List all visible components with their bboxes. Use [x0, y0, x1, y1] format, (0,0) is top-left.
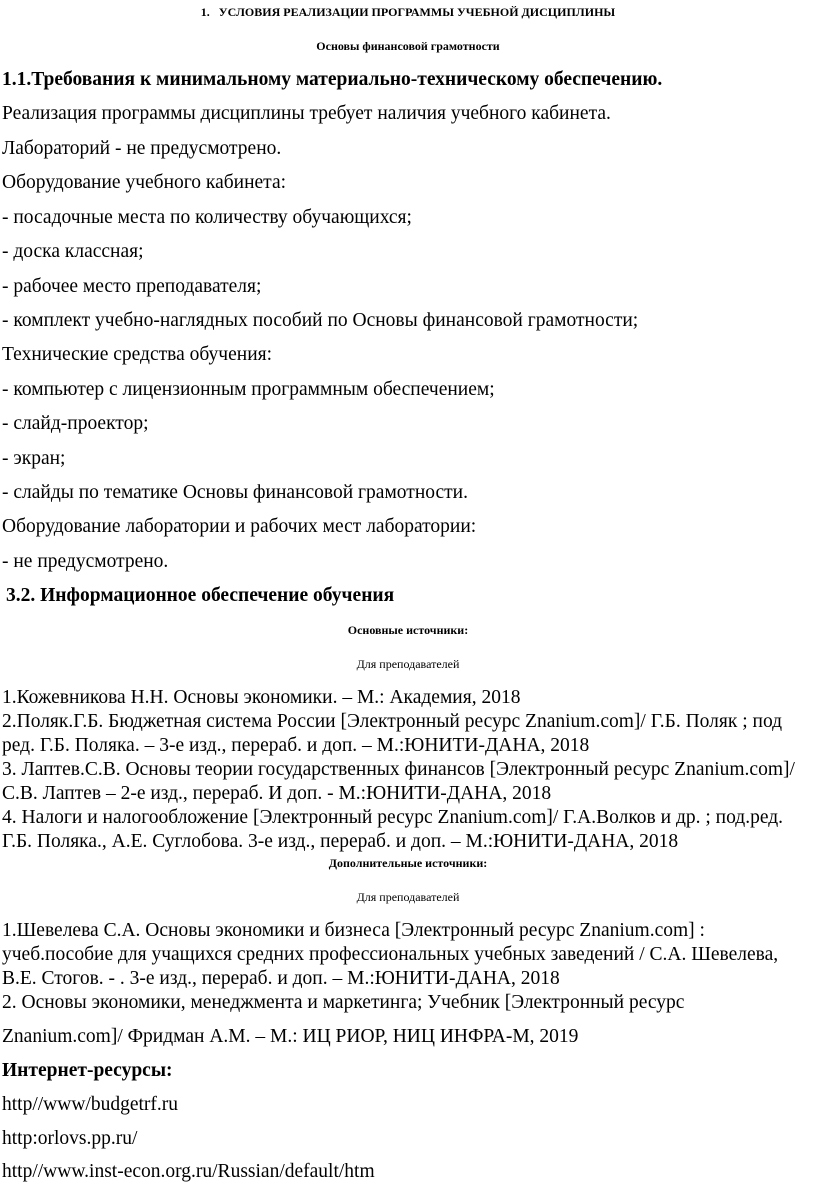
section-1-1-title: 1.1.Требования к минимальному материально-техническому обеспечению.: [2, 69, 663, 90]
list-item: - компьютер с лицензионным программным обеспечением;: [2, 379, 495, 400]
paragraph: Реализация программы дисциплины требует наличия учебного кабинета.: [2, 103, 611, 124]
document-heading: [0, 0, 816, 24]
reference-line: 1.Шевелева С.А. Основы экономики и бизнеса [Электронный ресурс Znanium.com] :: [2, 920, 705, 941]
reference-line: 3. Лаптев.С.В. Основы теории государственных финансов [Электронный ресурс Znanium.com]/: [2, 759, 795, 780]
reference-line: Znanium.com]/ Фридман А.М. – М.: ИЦ РИОР, НИЦ ИНФРА-М, 2019: [2, 1026, 579, 1047]
heading-title: УСЛОВИЯ РЕАЛИЗАЦИИ ПРОГРАММЫ УЧЕБНОЙ ДИСЦИПЛИНЫ: [218, 5, 616, 19]
paragraph: Лабораторий - не предусмотрено.: [2, 138, 282, 159]
list-item: - не предусмотрено.: [2, 551, 169, 572]
section-3-2-title: 3.2. Информационное обеспечение обучения: [6, 585, 395, 606]
list-item: - посадочные места по количеству обучающихся;: [2, 207, 412, 228]
main-sources-heading: Основные источники:: [347, 623, 469, 637]
heading-number: 1.: [200, 5, 210, 19]
list-item: - доска классная;: [2, 241, 144, 262]
additional-sources-audience: Для преподавателей: [356, 890, 460, 904]
main-sources-audience: Для преподавателей: [356, 657, 460, 671]
reference-line: 2. Основы экономики, менеджмента и маркетинга; Учебник [Электронный ресурс: [2, 992, 685, 1013]
internet-link: http//www/budgetrf.ru: [2, 1094, 179, 1115]
reference-line: 2.Поляк.Г.Б. Бюджетная система России [Электронный ресурс Znanium.com]/ Г.Б. Поляк ; под: [2, 711, 783, 732]
paragraph: Оборудование лаборатории и рабочих мест лаборатории:: [2, 516, 477, 537]
reference-line: Г.Б. Поляка., А.Е. Суглобова. 3-е изд., перераб. и доп. – М.:ЮНИТИ-ДАНА, 2018: [2, 831, 679, 852]
subtitle: Основы финансовой грамотности: [316, 39, 500, 53]
list-item: - экран;: [2, 448, 66, 469]
reference-line: 1.Кожевникова Н.Н. Основы экономики. – М.: Академия, 2018: [2, 687, 521, 708]
paragraph: Технические средства обучения:: [2, 344, 273, 365]
additional-sources-heading: Дополнительные источники:: [328, 856, 488, 870]
list-item: - слайды по тематике Основы финансовой грамотности.: [2, 482, 468, 503]
reference-line: С.В. Лаптев – 2-е изд., перераб. И доп. - М.:ЮНИТИ-ДАНА, 2018: [2, 783, 552, 804]
reference-line: ред. Г.Б. Поляка. – 3-е изд., перераб. и доп. – М.:ЮНИТИ-ДАНА, 2018: [2, 735, 590, 756]
list-item: - комплект учебно-наглядных пособий по Основы финансовой грамотности;: [2, 310, 639, 331]
reference-line: 4. Налоги и налогообложение [Электронный ресурс Znanium.com]/ Г.А.Волков и др. ; под.ред.: [2, 807, 784, 828]
reference-line: учеб.пособие для учащихся средних профессиональных учебных заведений / С.А. Шевелева,: [2, 944, 779, 965]
list-item: - рабочее место преподавателя;: [2, 276, 262, 297]
internet-link: http//www.inst-econ.org.ru/Russian/default/htm: [2, 1161, 375, 1182]
internet-resources-heading: Интернет-ресурсы:: [2, 1060, 173, 1081]
internet-link: http:orlovs.pp.ru/: [2, 1128, 138, 1149]
paragraph: Оборудование учебного кабинета:: [2, 172, 287, 193]
list-item: - слайд-проектор;: [2, 413, 149, 434]
reference-line: В.Е. Стогов. - . 3-е изд., перераб. и доп. – М.:ЮНИТИ-ДАНА, 2018: [2, 968, 560, 989]
